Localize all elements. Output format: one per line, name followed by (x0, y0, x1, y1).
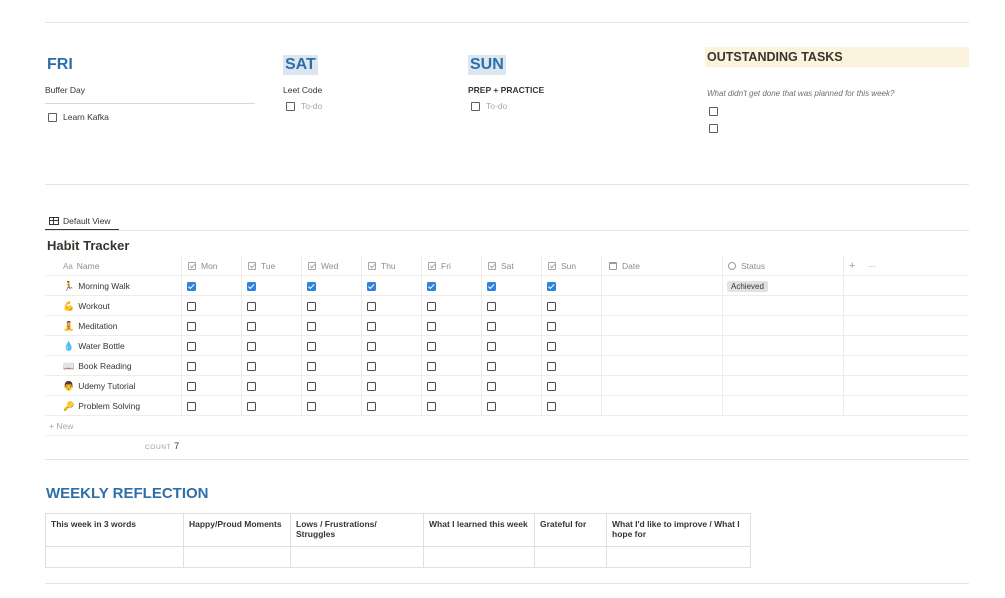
weekly-reflection-table (45, 513, 751, 568)
habit-checkbox[interactable] (187, 302, 196, 311)
table-row (46, 547, 751, 568)
day-check-cell (482, 316, 542, 336)
column-header-sun[interactable]: Sun (542, 256, 602, 276)
habit-emoji-icon: 🏃 (63, 280, 75, 291)
reflection-cell[interactable] (291, 547, 424, 568)
day-check-cell (242, 376, 302, 396)
day-check-cell (422, 296, 482, 316)
habit-checkbox[interactable] (367, 302, 376, 311)
table-row[interactable] (45, 336, 969, 356)
day-check-cell (242, 276, 302, 296)
status-badge: Achieved (727, 281, 768, 292)
habit-name: Udemy Tutorial (78, 381, 136, 391)
calendar-icon (609, 262, 617, 270)
habit-checkbox[interactable] (487, 302, 496, 311)
day-check-cell (422, 376, 482, 396)
table-header-row (46, 514, 751, 547)
empty-cell (844, 336, 969, 356)
habit-tracker-title: Habit Tracker (47, 238, 130, 253)
tab-divider (45, 230, 969, 231)
habit-checkbox[interactable] (247, 302, 256, 311)
habit-checkbox[interactable] (547, 322, 556, 331)
reflection-cell[interactable] (184, 547, 291, 568)
habit-checkbox[interactable] (187, 402, 196, 411)
reflection-column-header: What I'd like to improve / What I hope for (607, 514, 751, 547)
habit-emoji-icon: 💪 (63, 300, 75, 311)
habit-name-cell[interactable] (45, 396, 182, 416)
habit-name-cell[interactable] (45, 376, 182, 396)
habit-name: Water Bottle (78, 341, 125, 351)
reflection-column-header: Grateful for (535, 514, 607, 547)
habit-checkbox[interactable] (427, 382, 436, 391)
date-cell[interactable] (603, 356, 723, 376)
status-cell[interactable] (723, 336, 844, 356)
habit-checkbox[interactable] (307, 382, 316, 391)
habit-checkbox[interactable] (187, 282, 196, 291)
day-check-cell (482, 276, 542, 296)
reflection-column-header: This week in 3 words (46, 514, 184, 547)
todo-checkbox[interactable] (286, 102, 295, 111)
tab-label: Default View (63, 216, 111, 226)
habit-checkbox[interactable] (547, 302, 556, 311)
day-subtitle: Buffer Day (45, 85, 86, 95)
todo-checkbox[interactable] (48, 113, 57, 122)
habit-checkbox[interactable] (547, 402, 556, 411)
habit-checkbox[interactable] (307, 322, 316, 331)
habit-tracker-table (45, 256, 969, 436)
habit-checkbox[interactable] (187, 322, 196, 331)
habit-name-cell[interactable] (45, 276, 182, 296)
habit-name-cell[interactable] (45, 356, 182, 376)
day-check-cell (422, 356, 482, 376)
todo-item[interactable] (45, 112, 255, 122)
outstanding-title: OUTSTANDING TASKS (705, 47, 969, 67)
habit-checkbox[interactable] (547, 362, 556, 371)
habit-checkbox[interactable] (547, 282, 556, 291)
day-check-cell (542, 396, 602, 416)
habit-checkbox[interactable] (427, 322, 436, 331)
habit-checkbox[interactable] (307, 402, 316, 411)
habit-name-cell[interactable] (45, 316, 182, 336)
reflection-cell[interactable] (607, 547, 751, 568)
habit-checkbox[interactable] (367, 402, 376, 411)
day-subtitle: PREP + PRACTICE (468, 85, 545, 95)
table-icon (49, 217, 59, 225)
checkbox-type-icon (488, 262, 496, 270)
todo-placeholder: To-do (301, 101, 323, 111)
habit-checkbox[interactable] (487, 342, 496, 351)
habit-checkbox[interactable] (247, 382, 256, 391)
day-column-sun (468, 55, 648, 111)
empty-cell (844, 276, 969, 296)
section-divider (45, 184, 969, 185)
habit-checkbox[interactable] (487, 402, 496, 411)
day-check-cell (362, 336, 422, 356)
habit-checkbox[interactable] (367, 282, 376, 291)
habit-checkbox[interactable] (247, 402, 256, 411)
empty-cell (844, 316, 969, 336)
day-check-cell (362, 396, 422, 416)
day-check-cell (242, 316, 302, 336)
column-header-name[interactable]: Aa Name (45, 256, 182, 276)
habit-checkbox[interactable] (487, 322, 496, 331)
day-check-cell (242, 296, 302, 316)
day-check-cell (302, 336, 362, 356)
habit-checkbox[interactable] (427, 362, 436, 371)
day-heading: FRI (47, 56, 73, 73)
checkbox-type-icon (548, 262, 556, 270)
habit-emoji-icon: 📖 (63, 360, 75, 371)
habit-name-cell[interactable] (45, 296, 182, 316)
empty-cell (844, 296, 969, 316)
habit-checkbox[interactable] (427, 402, 436, 411)
habit-checkbox[interactable] (367, 382, 376, 391)
day-check-cell (302, 396, 362, 416)
habit-checkbox[interactable] (307, 342, 316, 351)
status-cell[interactable] (723, 396, 844, 416)
day-check-cell (182, 376, 242, 396)
reflection-column-header: Happy/Proud Moments (184, 514, 291, 547)
reflection-column-header: What I learned this week (424, 514, 535, 547)
habit-name-cell[interactable] (45, 336, 182, 356)
date-cell[interactable] (603, 336, 723, 356)
status-icon (728, 262, 736, 270)
day-check-cell (362, 376, 422, 396)
habit-checkbox[interactable] (367, 362, 376, 371)
todo-text: Learn Kafka (63, 112, 109, 122)
day-column-fri (45, 55, 255, 122)
day-check-cell (362, 356, 422, 376)
habit-checkbox[interactable] (487, 362, 496, 371)
row-count: COUNT 7 (145, 441, 180, 451)
checkbox-type-icon (368, 262, 376, 270)
reflection-cell[interactable] (46, 547, 184, 568)
day-check-cell (182, 336, 242, 356)
todo-checkbox[interactable] (471, 102, 480, 111)
habit-emoji-icon: 🔑 (63, 400, 75, 411)
habit-checkbox[interactable] (367, 322, 376, 331)
day-subtitle: Leet Code (283, 85, 323, 95)
day-check-cell (302, 376, 362, 396)
todo-item[interactable] (283, 101, 443, 111)
date-cell[interactable] (603, 396, 723, 416)
checkbox-type-icon (308, 262, 316, 270)
todo-placeholder: To-do (486, 101, 508, 111)
reflection-cell[interactable] (535, 547, 607, 568)
date-cell[interactable] (603, 376, 723, 396)
day-check-cell (242, 396, 302, 416)
column-header-mon[interactable]: Mon (182, 256, 242, 276)
checkbox-type-icon (428, 262, 436, 270)
day-divider (45, 103, 255, 104)
reflection-column-header: Lows / Frustrations/ Struggles (291, 514, 424, 547)
column-header-fri[interactable]: Fri (422, 256, 482, 276)
outstanding-tasks (705, 47, 969, 133)
day-check-cell (242, 356, 302, 376)
habit-checkbox[interactable] (247, 342, 256, 351)
habit-checkbox[interactable] (547, 342, 556, 351)
day-check-cell (422, 396, 482, 416)
day-check-cell (422, 276, 482, 296)
habit-checkbox[interactable] (307, 362, 316, 371)
column-header-status[interactable]: Status (723, 256, 844, 276)
table-row[interactable] (45, 376, 969, 396)
empty-cell (844, 376, 969, 396)
day-check-cell (542, 376, 602, 396)
day-check-cell (482, 356, 542, 376)
top-divider (45, 22, 969, 23)
day-check-cell (482, 296, 542, 316)
day-check-cell (542, 356, 602, 376)
day-check-cell (542, 336, 602, 356)
day-check-cell (542, 316, 602, 336)
status-cell[interactable] (723, 376, 844, 396)
table-row[interactable] (45, 396, 969, 416)
day-check-cell (482, 336, 542, 356)
habit-checkbox[interactable] (547, 382, 556, 391)
habit-emoji-icon: 💧 (63, 340, 75, 351)
status-cell[interactable] (723, 296, 844, 316)
day-check-cell (362, 316, 422, 336)
habit-checkbox[interactable] (427, 282, 436, 291)
habit-checkbox[interactable] (187, 382, 196, 391)
habit-checkbox[interactable] (487, 282, 496, 291)
day-heading: SAT (285, 56, 316, 73)
habit-checkbox[interactable] (247, 362, 256, 371)
table-row[interactable] (45, 356, 969, 376)
reflection-cell[interactable] (424, 547, 535, 568)
habit-checkbox[interactable] (247, 282, 256, 291)
column-header-thu[interactable]: Thu (362, 256, 422, 276)
column-header-wed[interactable]: Wed (302, 256, 362, 276)
habit-name: Workout (78, 301, 110, 311)
day-check-cell (362, 276, 422, 296)
habit-name: Problem Solving (78, 401, 141, 411)
empty-cell (844, 396, 969, 416)
table-row[interactable] (45, 316, 969, 336)
habit-checkbox[interactable] (427, 342, 436, 351)
day-check-cell (362, 296, 422, 316)
header-actions (844, 256, 969, 276)
date-cell[interactable] (603, 276, 723, 296)
table-row[interactable] (45, 276, 969, 296)
day-check-cell (542, 296, 602, 316)
day-check-cell (482, 396, 542, 416)
day-check-cell (302, 296, 362, 316)
habit-name: Meditation (78, 321, 118, 331)
add-column-button[interactable]: + (849, 260, 856, 272)
day-check-cell (182, 296, 242, 316)
table-row[interactable] (45, 296, 969, 316)
todo-item[interactable] (468, 101, 648, 111)
status-cell[interactable] (723, 316, 844, 336)
section-divider (45, 459, 969, 460)
day-check-cell (542, 276, 602, 296)
habit-checkbox[interactable] (487, 382, 496, 391)
checkbox-type-icon (188, 262, 196, 270)
day-check-cell (302, 316, 362, 336)
outstanding-checkbox[interactable] (709, 124, 718, 133)
outstanding-question: What didn't get done that was planned for this week? (707, 89, 895, 98)
habit-checkbox[interactable] (307, 282, 316, 291)
day-heading: SUN (470, 56, 504, 73)
day-check-cell (182, 276, 242, 296)
bottom-divider (45, 583, 969, 584)
day-check-cell (422, 316, 482, 336)
habit-checkbox[interactable] (247, 322, 256, 331)
outstanding-checkbox[interactable] (709, 107, 718, 116)
day-check-cell (182, 396, 242, 416)
date-cell[interactable] (603, 316, 723, 336)
day-check-cell (182, 316, 242, 336)
status-cell[interactable] (723, 356, 844, 376)
habit-name: Book Reading (78, 361, 132, 371)
habit-emoji-icon: 👨 (63, 380, 75, 391)
day-check-cell (302, 356, 362, 376)
weekly-reflection-title: WEEKLY REFLECTION (46, 485, 209, 502)
habit-checkbox[interactable] (367, 342, 376, 351)
status-cell[interactable] (723, 276, 844, 296)
habit-emoji-icon: 🧘 (63, 320, 75, 331)
day-column-sat (283, 55, 443, 111)
day-check-cell (422, 336, 482, 356)
day-check-cell (302, 276, 362, 296)
new-row-button[interactable]: + New (45, 416, 969, 436)
day-check-cell (482, 376, 542, 396)
empty-cell (844, 356, 969, 376)
column-header-sat[interactable]: Sat (482, 256, 542, 276)
column-header-date[interactable]: Date (603, 256, 723, 276)
habit-checkbox[interactable] (307, 302, 316, 311)
habit-checkbox[interactable] (427, 302, 436, 311)
column-header-tue[interactable]: Tue (242, 256, 302, 276)
date-cell[interactable] (603, 296, 723, 316)
text-type-icon: Aa (63, 261, 73, 271)
tab-default-view[interactable] (45, 211, 115, 231)
day-check-cell (182, 356, 242, 376)
checkbox-type-icon (248, 262, 256, 270)
habit-name: Morning Walk (78, 281, 130, 291)
habit-checkbox[interactable] (187, 362, 196, 371)
habit-checkbox[interactable] (187, 342, 196, 351)
day-check-cell (242, 336, 302, 356)
more-options-button[interactable]: ··· (867, 261, 877, 271)
table-header-row (45, 256, 969, 276)
